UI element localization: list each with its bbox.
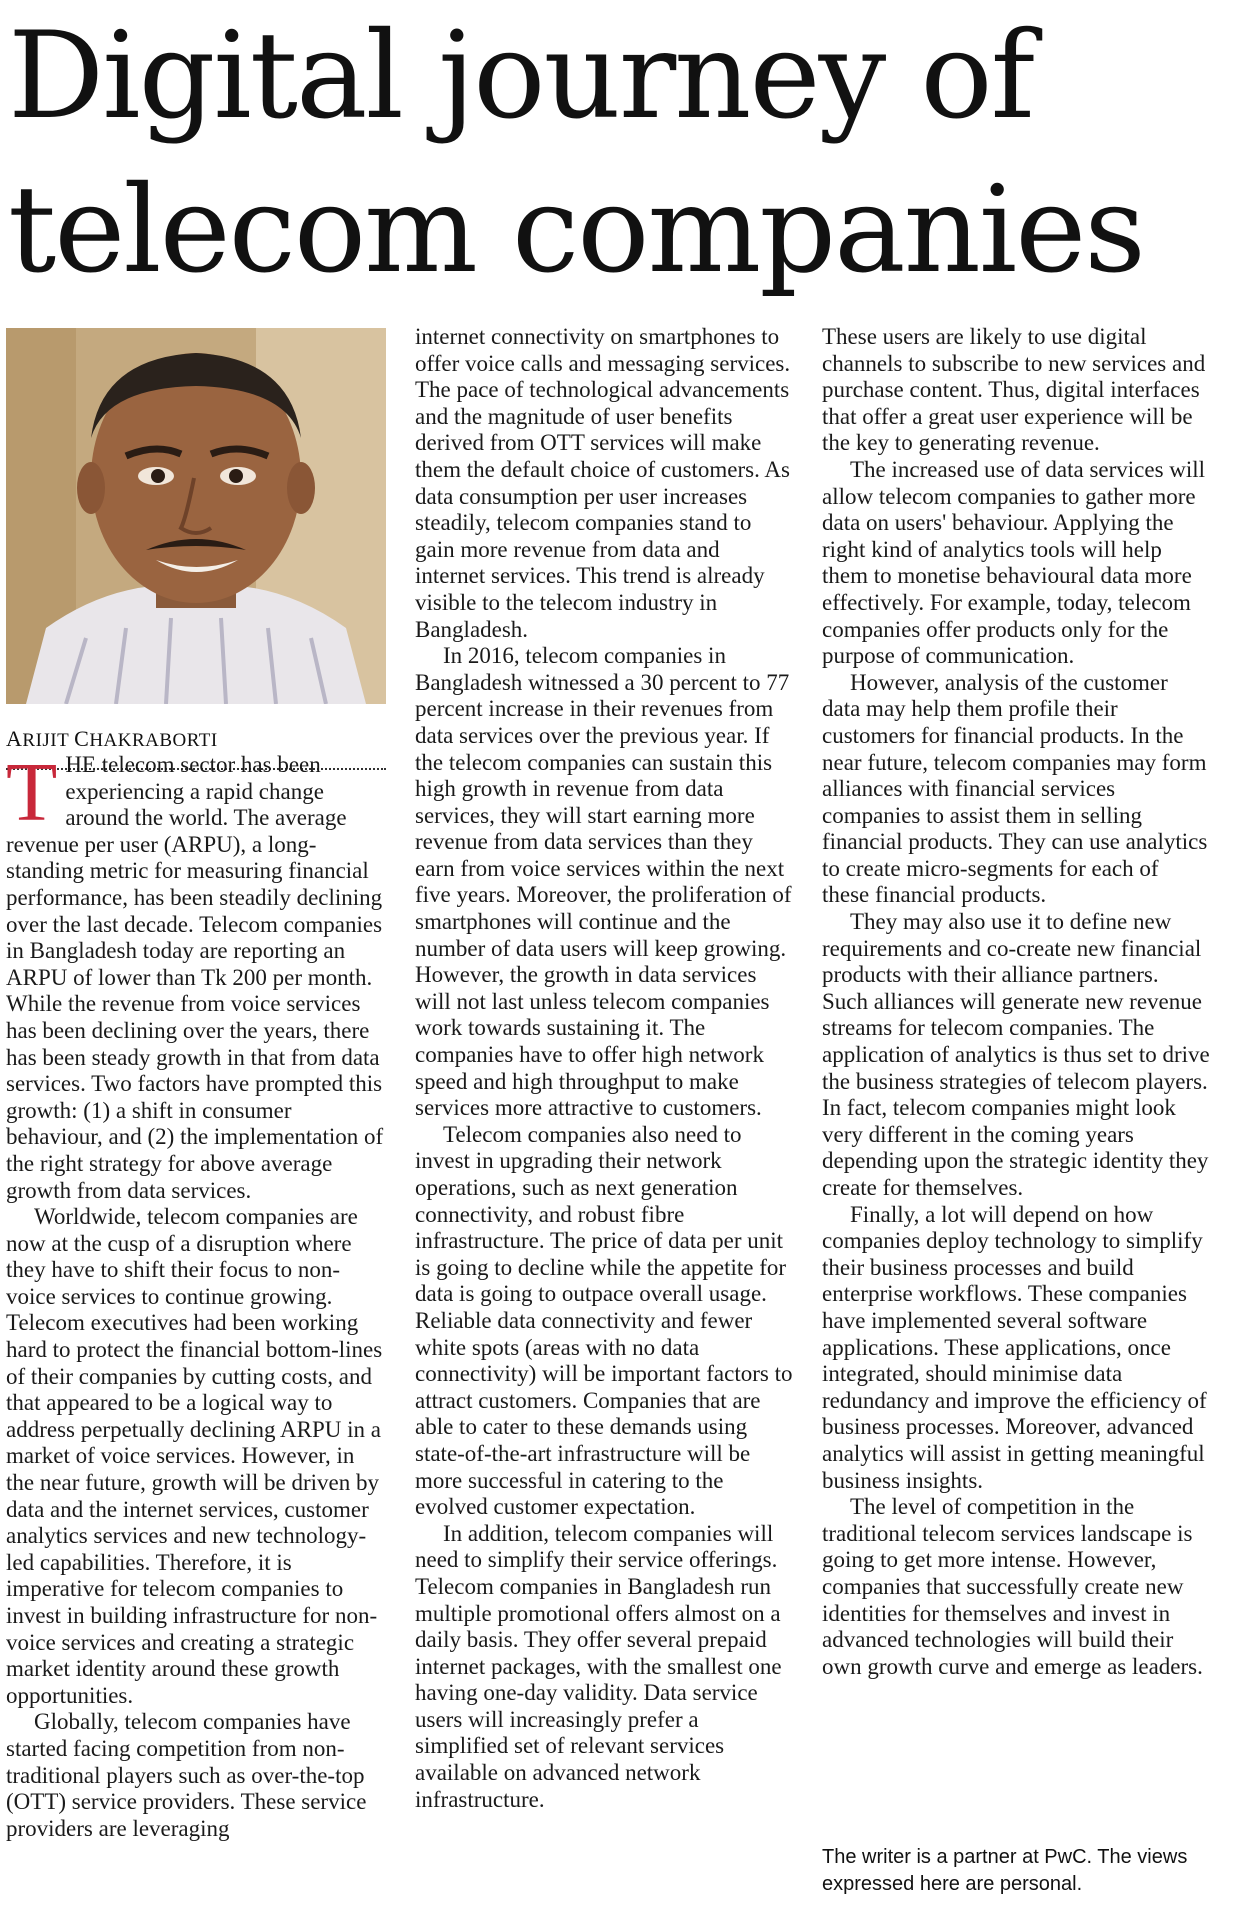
byline-first-initial: A [6,726,23,751]
col3-paragraph-3: However, analysis of the customer data may help them profile their customers for financial products. In the near future, telecom companies may form alliances with financial services companies to assist them in selling financial products. They can use analytics to create micro-segments for each of these financial products. [822,669,1208,908]
col1-paragraph-1 [6,746,386,1204]
col2-paragraph-2: In 2016, telecom companies in Bangladesh witnessed a 30 percent to 77 percent increase in their revenues from data services over the previous year. If the telecom companies can sustain this high growth in revenue from data services, they will start earning more revenue from data services than they earn from voice services within the next five years. Moreover, the proliferation of smartphones will continue and the number of data users will keep growing. However, the growth in data services will not last unless telecom companies work towards sustaining it. The companies have to offer high network speed and high throughput to make services more attractive to customers. [415,643,792,1121]
author-footnote: The writer is a partner at PwC. The views expressed here are personal. [822,1846,1188,1895]
author-photo [6,328,386,704]
column-2 [415,324,795,1813]
headline [8,0,1228,308]
headline-line-1: Digital journey of [8,7,1034,146]
col3-paragraph-1: These users are likely to use digital channels to subscribe to new services and purchase content. Thus, digital interfaces that offer a great user experience will be the key to generating revenue. [822,324,1206,456]
column-3 [822,324,1210,1680]
col3-paragraph-4: They may also use it to define new requirements and co-create new financial products with their alliance partners. Such alliances will generate new revenue streams for telecom companies. The application of analytics is thus set to drive the business strategies of telecom players. In fact, telecom companies might look very different in the coming years depending upon the strategic identity they create for themselves. [822,909,1210,1200]
col1-paragraph-1-text: HE telecom sector has been experiencing a rapid change around the world. The average revenue per user (ARPU), a long-standing metric for measuring financial performance, has been steadily declining over the last decade. Telecom companies in Bangladesh today are reporting an ARPU of lower than Tk 200 per month. While the revenue from voice services has been declining over the years, there has been steady growth in that from data services. Two factors have prompted this growth: (1) a shift in consumer behaviour, and (2) the implementation of the right strategy for above average growth from data services. [6,752,384,1203]
byline-last-rest: HAKRABORTI [89,730,218,751]
col2-paragraph-3: Telecom companies also need to invest in upgrading their network operations, such as next generation connectivity, and robust fibre infrastructure. The price of data per unit is going to decline while the appetite for data is going to outpace overall usage. Reliable data connectivity and fewer white spots (areas with no data connectivity) will be important factors to attract customers. Companies that are able to cater to these demands using state-of-the-art infrastructure will be more successful in catering to the evolved customer expectation. [415,1121,793,1520]
byline [6,726,386,752]
col3-paragraph-5: Finally, a lot will depend on how companies deploy technology to simplify their business processes and build enterprise workflows. These companies have implemented several software applications. These applications, once integrated, should minimise data redundancy and improve the efficiency of business processes. Moreover, advanced analytics will assist in getting meaningful business insights. [822,1201,1207,1493]
col2-paragraph-4: In addition, telecom companies will need to simplify their service offerings. Telecom companies in Bangladesh run multiple promotional offers almost on a daily basis. They offer several prepaid internet packages, with the smallest one having one-day validity. Data service users will increasingly prefer a simplified set of relevant services available on advanced network infrastructure. [415,1520,782,1812]
author-portrait-illustration [6,328,386,704]
col1-paragraph-3: Globally, telecom companies have started facing competition from non-traditional players such as over-the-top (OTT) service providers. These service providers are leveraging [6,1709,367,1841]
col3-paragraph-2: The increased use of data services will allow telecom companies to gather more data on users' behaviour. Applying the right kind of analytics tools will help them to monetise behavioural data more effectively. For example, today, telecom companies offer products only for the purpose of communication. [822,456,1206,669]
headline-line-2: telecom companies [8,161,1144,300]
col3-paragraph-6: The level of competition in the traditional telecom services landscape is going to get more intense. However, companies that successfully create new identities for themselves and invest in advanced technologies will build their own growth curve and emerge as leaders. [822,1494,1203,1679]
col1-paragraph-2: Worldwide, telecom companies are now at the cusp of a disruption where they have to shift their focus to non-voice services to continue growing. Telecom executives had been working hard to protect the financial bottom-lines of their companies by cutting costs, and that appeared to be a logical way to address perpetually declining ARPU in a market of voice services. However, in the near future, growth will be driven by data and the internet services, customer analytics services and new technology-led capabilities. Therefore, it is imperative for telecom companies to invest in building infrastructure for non-voice services and creating a strategic market identity around these growth opportunities. [6,1204,383,1708]
col2-paragraph-1: internet connectivity on smartphones to offer voice calls and messaging services. The pace of technological advancements and the magnitude of user benefits derived from OTT services will make them the default choice of customers. As data consumption per user increases steadily, telecom companies stand to gain more revenue from data and internet services. This trend is already visible to the telecom industry in Bangladesh. [415,324,791,642]
column-1 [6,746,386,1842]
byline-last-initial: C [74,726,90,751]
byline-first-rest: RIJIT [22,730,69,751]
drop-cap: T [6,746,58,839]
